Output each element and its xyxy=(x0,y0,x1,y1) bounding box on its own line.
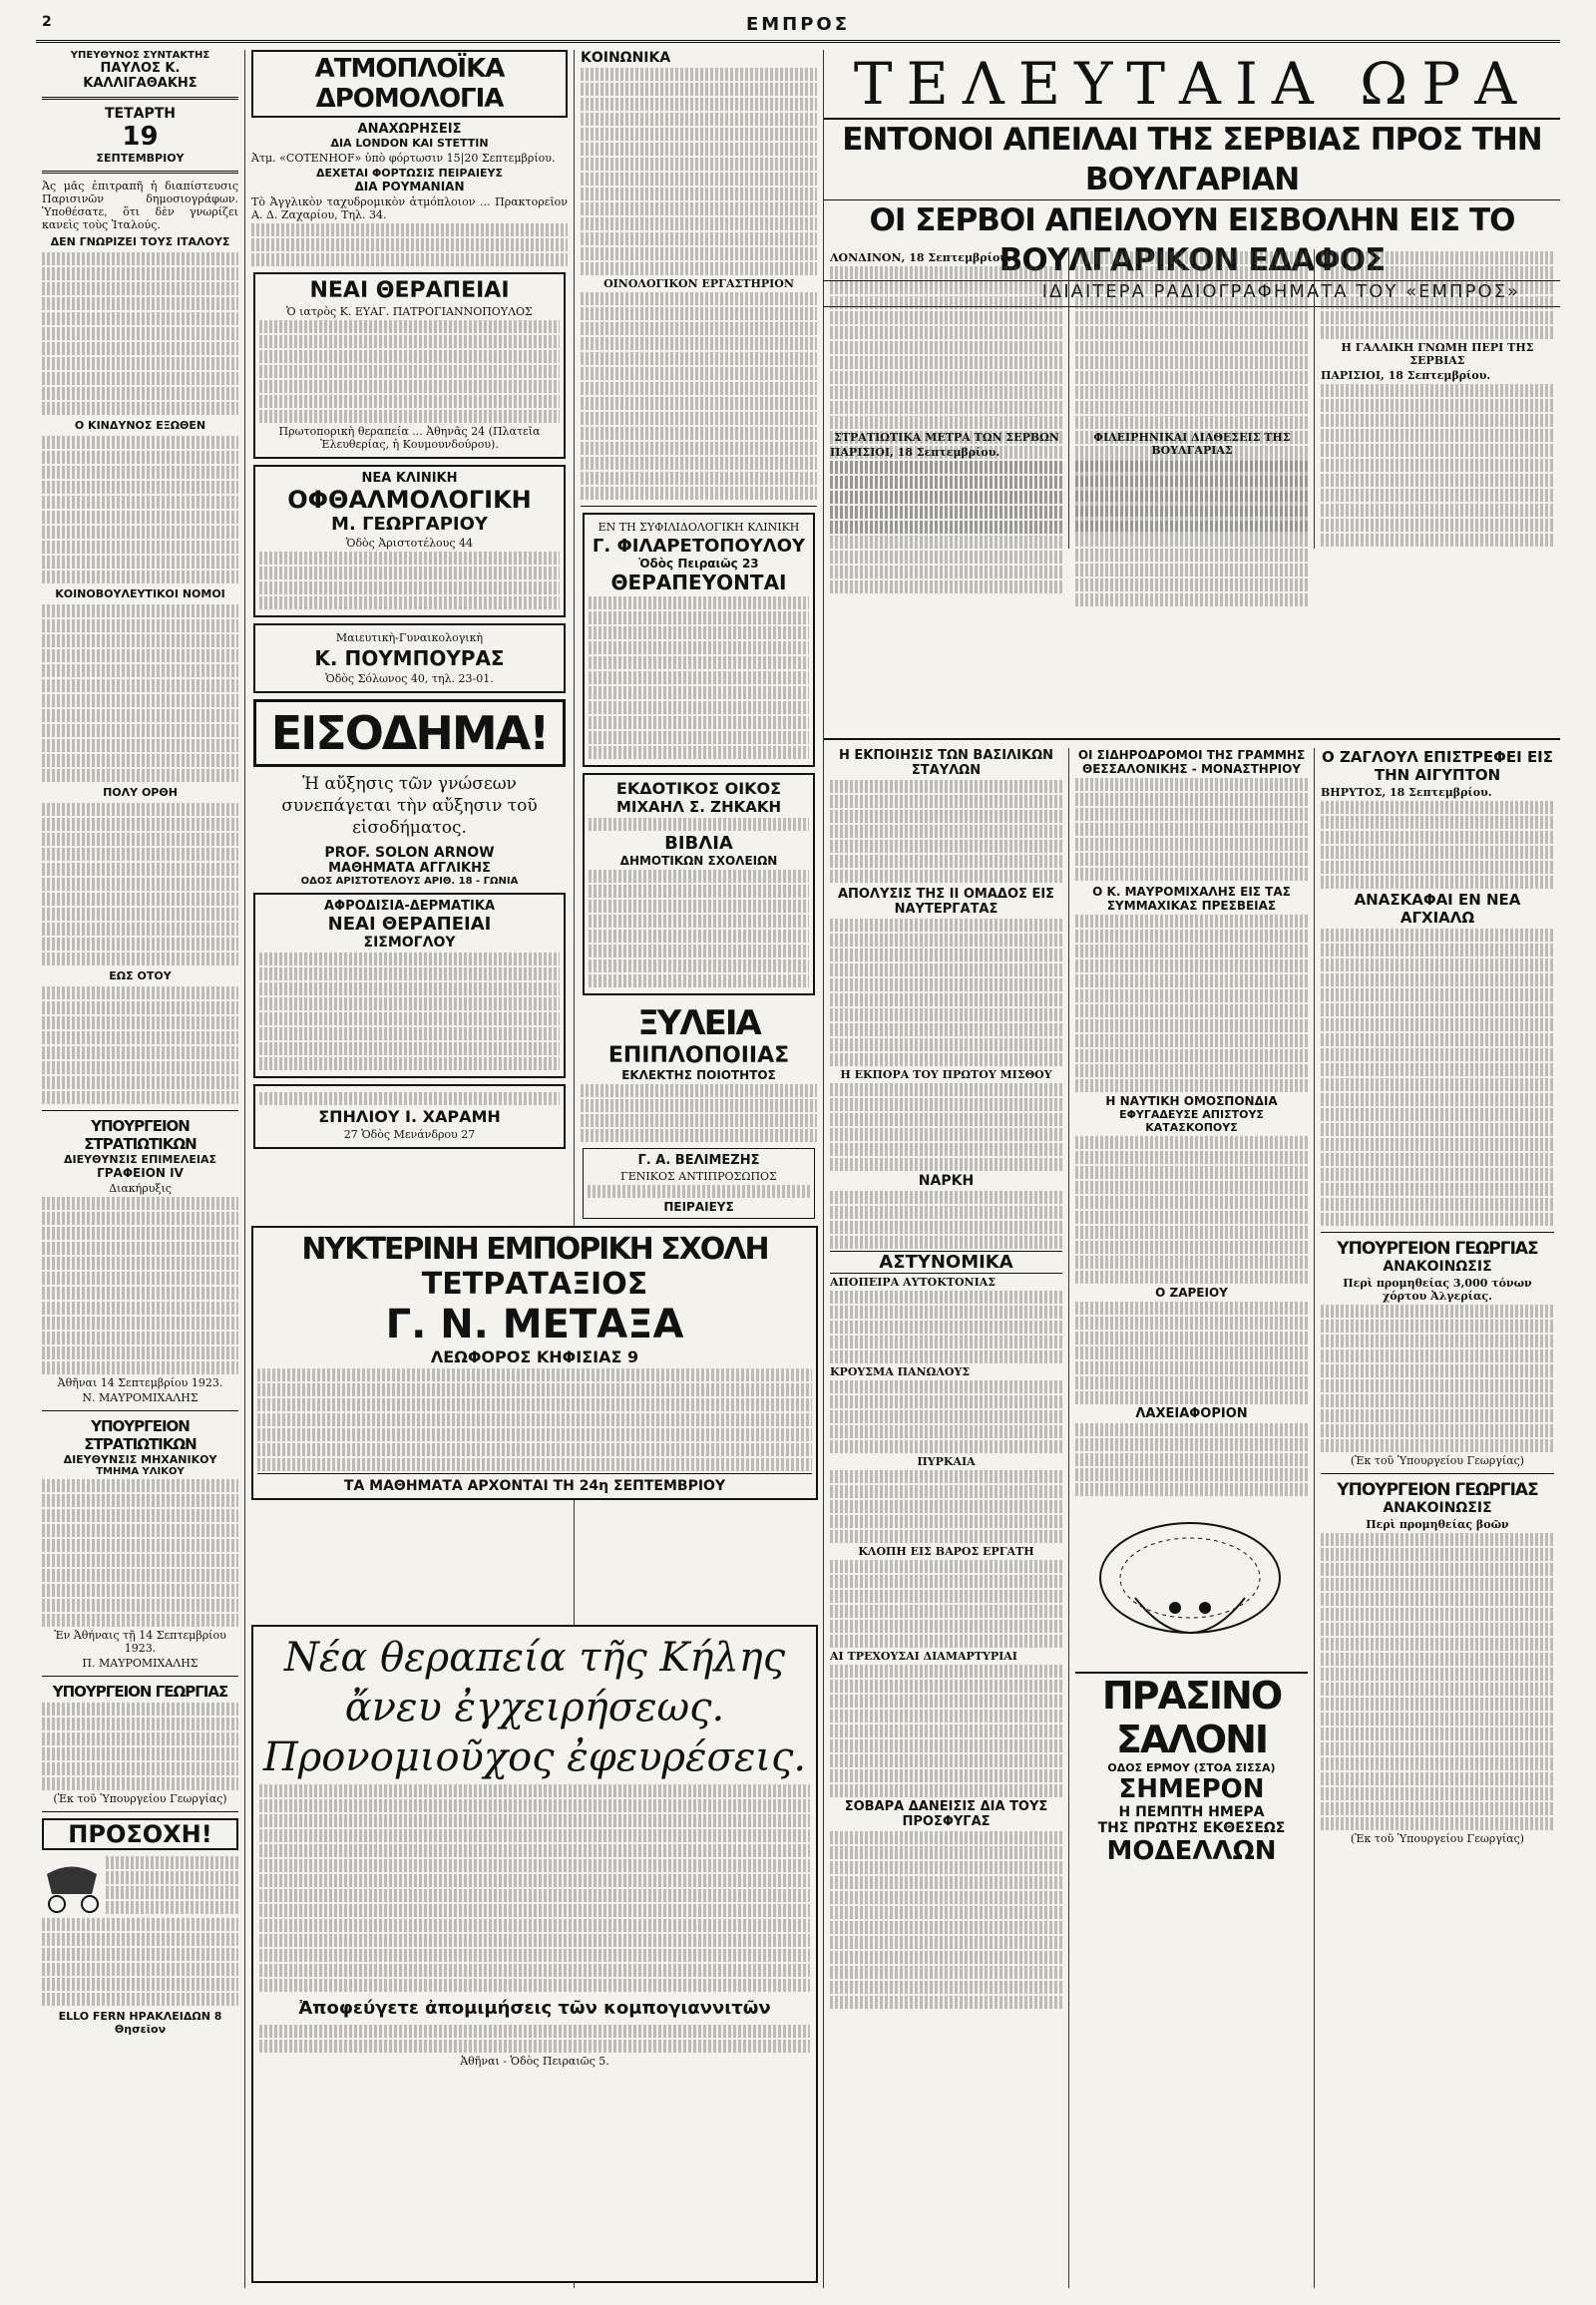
ad-box xyxy=(253,465,566,617)
headline-2: ΟΙ ΣΕΡΒΟΙ ΑΠΕΙΛΟΥΝ ΕΙΣΒΟΛΗΝ ΕΙΣ ΤΟ ΒΟΥΛΓΑΡΙΚΟΝ ΕΔΑΦΟΣ xyxy=(824,200,1560,281)
ad-doctor: Μ. ΓΕΩΡΓΑΡΙΟΥ xyxy=(331,514,488,535)
issue-day: ΤΕΤΑΡΤΗ xyxy=(104,106,177,122)
notice-note: (Ἐκ τοῦ Ὑπουργείου Γεωργίας) xyxy=(53,1792,227,1805)
school-title: ΝΥΚΤΕΡΙΝΗ ΕΜΠΟΡΙΚΗ ΣΧΟΛΗ xyxy=(301,1232,768,1267)
salon-sub2: ΤΗΣ ΠΡΩΤΗΣ ΕΚΘΕΣΕΩΣ xyxy=(1097,1820,1286,1836)
wood-sub: ΕΠΙΠΛΟΠΟΙΙΑΣ xyxy=(607,1043,790,1068)
article-title: ΑΠΟΛΥΣΙΣ ΤΗΣ ΙΙ ΟΜΑΔΟΣ ΕΙΣ ΝΑΥΤΕΡΓΑΤΑΣ xyxy=(837,887,1055,917)
hernia-sub: ἄνευ ἐγχειρήσεως. xyxy=(344,1685,725,1730)
hat-illustration xyxy=(1075,1498,1305,1668)
section-title: ΤΕΛΕΥΤΑΙΑ ΩΡΑ xyxy=(824,50,1560,120)
notice-title: ΥΠΟΥΡΓΕΙΟΝ ΣΤΡΑΤΙΩΤΙΚΩΝ xyxy=(84,1117,197,1153)
editor-name: ΠΑΥΛΟΣ Κ. ΚΑΛΛΙΓΑΘΑΚΗΣ xyxy=(83,61,198,91)
ad-address: Ὁδὸς Σόλωνος 40, τηλ. 23-01. xyxy=(325,672,494,685)
ad-box xyxy=(253,893,566,1078)
shipping-title: ΑΤΜΟΠΛΟΪΚΑ ΔΡΟΜΟΛΟΓΙΑ xyxy=(251,50,568,118)
shipping-note: ΔΕΧΕΤΑΙ ΦΟΡΤΩΣΙΣ ΠΕΙΡΑΙΕΥΣ xyxy=(315,167,503,180)
news-mid xyxy=(824,429,1560,738)
ad-address: Ὁδὸς Ἀριστοτέλους 44 xyxy=(345,537,473,550)
article-title: ΝΑΡΚΗ xyxy=(918,1173,975,1189)
announce-heading: ΟΙΝΟΛΟΓΙΚΟΝ ΕΡΓΑΣΤΗΡΙΟΝ xyxy=(603,277,794,290)
side-heading: ΕΩΣ ΟΤΟΥ xyxy=(109,969,172,982)
article-title: Ο Κ. ΜΑΥΡΟΜΙΧΑΛΗΣ ΕΙΣ ΤΑΣ ΣΥΜΜΑΧΙΚΑΣ ΠΡΕΣΒΕΙΑΣ xyxy=(1092,885,1291,913)
notice-dept: ΔΙΕΥΘΥΝΣΙΣ ΕΠΙΜΕΛΕΙΑΣ xyxy=(64,1153,216,1166)
salon-title: ΠΡΑΣΙΝΟ ΣΑΛΟΝΙ xyxy=(1075,1672,1308,1761)
notice-note: (Ἐκ τοῦ Ὑπουργείου Γεωργίας) xyxy=(1350,1832,1525,1845)
article-title: ΣΟΒΑΡΑ ΔΑΝΕΙΣΙΣ ΔΙΑ ΤΟΥΣ ΠΡΟΣΦΥΓΑΣ xyxy=(844,1799,1048,1829)
wood-agent: ΓΕΝΙΚΟΣ ΑΝΤΙΠΡΟΣΩΠΟΣ xyxy=(620,1170,777,1183)
salon-day: ΣΗΜΕΡΟΝ xyxy=(1118,1774,1265,1804)
pub-name: ΜΙΧΑΗΛ Σ. ΖΗΚΑΚΗ xyxy=(615,798,782,816)
notice-signature: Ν. ΜΑΥΡΟΜΙΧΑΛΗΣ xyxy=(82,1391,199,1404)
ad-title: Μαιευτικὴ-Γυναικολογικὴ xyxy=(335,631,484,644)
pram-icon xyxy=(42,1854,102,1914)
ad-title: ΝΕΑΙ ΘΕΡΑΠΕΙΑΙ xyxy=(309,278,510,303)
hernia-sub2: Προνομιοῦχος ἐφευρέσεις. xyxy=(262,1734,807,1780)
news-item: ΑΙ ΤΡΕΧΟΥΣΑΙ ΔΙΑΜΑΡΤΥΡΙΑΙ xyxy=(830,1650,1017,1663)
salon-sub: Η ΠΕΜΠΤΗ ΗΜΕΡΑ xyxy=(1118,1804,1265,1820)
subheading: Η ΓΑΛΛΙΚΗ ΓΝΩΜΗ ΠΕΡΙ ΤΗΣ ΣΕΡΒΙΑΣ xyxy=(1341,341,1534,367)
clinic-head: ΘΕΡΑΠΕΥΟΝΤΑΙ xyxy=(610,571,787,594)
ad-footer: ELLO FERN ΗΡΑΚΛΕΙΔΩΝ 8 Θησεῖον xyxy=(58,2010,222,2036)
school-address: ΛΕΩΦΟΡΟΣ ΚΗΦΙΣΙΑΣ 9 xyxy=(430,1347,639,1366)
hernia-address: Ἀθῆναι - Ὁδὸς Πειραιῶς 5. xyxy=(460,2055,609,2068)
notice-note: (Ἐκ τοῦ Ὑπουργείου Γεωργίας) xyxy=(1350,1454,1525,1467)
article-title: Ο ΖΑΡΕΙΟΥ xyxy=(1155,1286,1228,1300)
column-1 xyxy=(36,50,245,2288)
shipping-route: ΔΙΑ LONDON ΚΑΙ STETTIN xyxy=(330,137,489,150)
article-title: ΑΝΑΣΚΑΦΑΙ ΕΝ ΝΕΑ ΑΓΧΙΑΛΩ xyxy=(1354,891,1521,927)
notice-text: Περὶ προμηθείας 3,000 τόνων χόρτου Ἀλγερίας. xyxy=(1343,1277,1532,1303)
section-heading: ΑΣΤΥΝΟΜΙΚΑ xyxy=(830,1251,1062,1274)
news-item: ΑΠΟΠΕΙΡΑ ΑΥΤΟΚΤΟΝΙΑΣ xyxy=(830,1276,997,1289)
ad-sub: Ὁ ιατρὸς Κ. ΕΥΑΓ. ΠΑΤΡΟΓΙΑΝΝΟΠΟΥΛΟΣ xyxy=(286,305,533,318)
notice-office: ΓΡΑΦΕΙΟΝ IV xyxy=(97,1166,184,1180)
subheading: ΣΤΡΑΤΙΩΤΙΚΑ ΜΕΤΡΑ ΤΩΝ ΣΕΡΒΩΝ xyxy=(834,431,1059,444)
pub-books: ΒΙΒΛΙΑ xyxy=(664,833,733,854)
news-item: ΚΛΟΠΗ ΕΙΣ ΒΑΡΟΣ ΕΡΓΑΤΗ xyxy=(858,1545,1034,1558)
ad-title: ΝΕΑ ΚΛΙΝΙΚΗ xyxy=(361,471,458,486)
ad-name: ΟΦΘΑΛΜΟΛΟΓΙΚΗ xyxy=(287,486,532,514)
ad-sub: ΝΕΑΙ ΘΕΡΑΠΕΙΑΙ xyxy=(327,914,492,935)
notice-sub: ΑΝΑΚΟΙΝΩΣΙΣ xyxy=(1383,1259,1492,1275)
ad-headline: ΕΙΣΟΔΗΜΑ! xyxy=(253,699,566,767)
lead-article: Ἀς μᾶς ἐπιτραπῆ ἡ διαπίστευσις Παρισινῶν δημοσιογράφων. Ὑποθέσατε, ὅτι δὲν γνωρίζει κανεὶς τοὺς Ἰταλούς. xyxy=(42,180,238,231)
side-heading: ΠΟΛΥ ΟΡΘΗ xyxy=(103,786,178,799)
clinic-label: ΕΝ ΤΗ ΣΥΦΙΛΙΔΟΛΟΓΙΚΗ ΚΛΙΝΙΚΗ xyxy=(598,521,800,534)
notice-text: Περὶ προμηθείας βοῶν xyxy=(1366,1518,1509,1531)
dateline: ΛΟΝΔΙΝΟΝ, 18 Σεπτεμβρίου. xyxy=(830,251,1011,264)
notice-title: ΥΠΟΥΡΓΕΙΟΝ ΣΤΡΑΤΙΩΤΙΚΩΝ xyxy=(84,1417,197,1453)
school-name: Γ. Ν. ΜΕΤΑΞΑ xyxy=(385,1302,684,1347)
notice-title: ΥΠΟΥΡΓΕΙΟΝ ΓΕΩΡΓΙΑΣ xyxy=(1337,1239,1538,1259)
shipping-route: ΔΙΑ ΡΟΥΜΑΝΙΑΝ xyxy=(354,180,465,193)
ad-title: ΑΦΡΟΔΙΣΙΑ-ΔΕΡΜΑΤΙΚΑ xyxy=(323,899,496,914)
ad-box xyxy=(583,773,815,995)
ad-box xyxy=(583,513,815,767)
ad-address: ΟΔΟΣ ΑΡΙΣΤΟΤΕΛΟΥΣ ΑΡΙΘ. 18 - ΓΩΝΙΑ xyxy=(300,876,519,887)
editor-role: ΥΠΕΥΘΥΝΟΣ ΣΥΝΤΑΚΤΗΣ xyxy=(70,50,210,61)
masthead xyxy=(36,14,1560,43)
notice-title: ΥΠΟΥΡΓΕΙΟΝ ΓΕΩΡΓΙΑΣ xyxy=(52,1683,228,1701)
article-title: Η ΕΚΠΟΡΑ ΤΟΥ ΠΡΩΤΟΥ ΜΙΣΘΟΥ xyxy=(840,1068,1052,1081)
article-title: Ο ΖΑΓΛΟΥΛ ΕΠΙΣΤΡΕΦΕΙ ΕΙΣ ΤΗΝ ΑΙΓΥΠΤΟΝ xyxy=(1321,748,1554,784)
article-title: ΛΑΧΕΙΑΦΟΡΙΟΝ xyxy=(1135,1406,1248,1421)
wood-title: ΞΥΛΕΙΑ xyxy=(637,1003,760,1043)
article-title: ΟΙ ΣΙΔΗΡΟΔΡΟΜΟΙ ΤΗΣ ΓΡΑΜΜΗΣ ΘΕΣΣΑΛΟΝΙΚΗΣ - ΜΟΝΑΣΤΗΡΙΟΥ xyxy=(1077,748,1306,776)
news-bottom xyxy=(824,748,1560,2288)
hernia-warning: Ἀποφεύγετε ἀπομιμήσεις τῶν κομπογιαννιτῶν xyxy=(298,1998,771,2019)
article-title: Η ΝΑΥΤΙΚΗ ΟΜΟΣΠΟΝΔΙΑ xyxy=(1105,1094,1278,1108)
clinic-address: Ὁδὸς Πειραιῶς 23 xyxy=(638,557,759,571)
issue-month: ΣΕΠΤΕΜΒΡΙΟΥ xyxy=(96,152,185,165)
headline-1: ΕΝΤΟΝΟΙ ΑΠΕΙΛΑΙ ΤΗΣ ΣΕΡΒΙΑΣ ΠΡΟΣ ΤΗΝ ΒΟΥΛΓΑΡΙΑΝ xyxy=(824,120,1560,200)
ad-box xyxy=(583,1148,815,1219)
issue-date: 19 xyxy=(122,122,159,152)
shipping-ship: Ἀτμ. «COTENHOF» ὑπὸ φόρτωσιν 15|20 Σεπτεμβρίου. xyxy=(251,152,556,165)
shipping-text: Τὸ Ἀγγλικὸν ταχυδρομικὸν ἀτμόπλοιον ... Πρακτορεῖον Α. Δ. Ζαχαρίου, Τηλ. 34. xyxy=(251,195,568,221)
newspaper-page xyxy=(36,14,1560,2288)
notice-type: Διακήρυξις xyxy=(109,1182,172,1195)
headline-sub: ΙΔΙΑΙΤΕΡΑ ΡΑΔΙΟΓΡΑΦΗΜΑΤΑ ΤΟΥ «ΕΜΠΡΟΣ» xyxy=(1041,281,1520,302)
dateline: ΠΑΡΙΣΙΟΙ, 18 Σεπτεμβρίου. xyxy=(1321,369,1491,382)
school-start: ΤΑ ΜΑΘΗΜΑΤΑ ΑΡΧΟΝΤΑΙ ΤΗ 24η ΣΕΠΤΕΜΒΡΙΟΥ xyxy=(257,1473,812,1494)
pub-house: ΕΚΔΟΤΙΚΟΣ ΟΙΚΟΣ xyxy=(615,779,782,798)
side-heading: Ο ΚΙΝΔΥΝΟΣ ΕΞΩΘΕΝ xyxy=(74,419,206,432)
ad-text: Πρωτοπορικὴ θεραπεία ... Ἀθηνᾶς 24 (Πλατεῖα Ἐλευθερίας, ἡ Κουμουνδούρου). xyxy=(278,425,541,451)
shipping-sub: ΑΝΑΧΩΡΗΣΕΙΣ xyxy=(357,122,462,137)
news-item: ΠΥΡΚΑΙΑ xyxy=(917,1455,976,1468)
ad-teacher: PROF. SOLON ARNOW xyxy=(324,845,495,861)
ad-name: ΣΠΗΛΙΟΥ Ι. ΧΑΡΑΜΗ xyxy=(318,1107,501,1126)
ad-box xyxy=(253,623,566,693)
hernia-ad xyxy=(251,1625,818,2283)
salon-season: ΜΟΔΕΛΛΩΝ xyxy=(1106,1836,1277,1866)
subheading: ΦΙΛΕΙΡΗΝΙΚΑΙ ΔΙΑΘΕΣΕΙΣ ΤΗΣ ΒΟΥΛΓΑΡΙΑΣ xyxy=(1093,431,1291,457)
notice-signature: Π. ΜΑΥΡΟΜΙΧΑΛΗΣ xyxy=(82,1657,199,1670)
paper-name: ΕΜΠΡΟΣ xyxy=(745,14,851,35)
notice-sub: ΑΝΑΚΟΙΝΩΣΙΣ xyxy=(1383,1500,1492,1516)
school-ad xyxy=(251,1226,818,1500)
ad-box xyxy=(253,272,566,459)
side-heading: ΔΕΝ ΓΝΩΡΙΖΕΙ ΤΟΥΣ ΙΤΑΛΟΥΣ xyxy=(50,235,230,248)
dateline: ΒΗΡΥΤΟΣ, 18 Σεπτεμβρίου. xyxy=(1321,786,1492,799)
pub-schools: ΔΗΜΟΤΙΚΩΝ ΣΧΟΛΕΙΩΝ xyxy=(619,854,778,868)
column-4 xyxy=(824,50,1560,2288)
page-number: 2 xyxy=(42,14,55,30)
notice-date: Ἀθῆναι 14 Σεπτεμβρίου 1923. xyxy=(57,1376,223,1389)
hernia-title: Νέα θεραπεία τῆς Κήλης xyxy=(283,1635,786,1681)
side-heading: ΚΟΙΝΟΒΟΥΛΕΥΤΙΚΟΙ ΝΟΜΟΙ xyxy=(55,587,225,600)
news-item: ΚΡΟΥΣΜΑ ΠΑΝΩΛΟΥΣ xyxy=(830,1365,971,1378)
notice-date: Ἐν Ἀθήναις τῇ 14 Σεπτεμβρίου 1923. xyxy=(54,1629,226,1655)
salon-address: ΟΔΟΣ ΕΡΜΟΥ (ΣΤΟΑ ΣΙΣΣΑ) xyxy=(1107,1761,1276,1774)
wood-quality: ΕΚΛΕΚΤΗΣ ΠΟΙΟΤΗΤΟΣ xyxy=(621,1068,776,1082)
social-heading: ΚΟΙΝΩΝΙΚΑ xyxy=(581,50,671,66)
ad-course: ΜΑΘΗΜΑΤΑ ΑΓΓΛΙΚΗΣ xyxy=(328,861,491,876)
ad-address: 27 Ὁδὸς Μενάνδρου 27 xyxy=(343,1128,476,1141)
notice-dept: ΔΙΕΥΘΥΝΣΙΣ ΜΗΧΑΝΙΚΟΥ xyxy=(63,1453,217,1466)
wood-city: ΠΕΙΡΑΙΕΥΣ xyxy=(663,1200,734,1214)
article-title: Η ΕΚΠΟΙΗΣΙΣ ΤΩΝ ΒΑΣΙΛΙΚΩΝ ΣΤΑΥΛΩΝ xyxy=(838,748,1054,778)
article-sub: ΕΦΥΓΑΔΕΥΣΕ ΑΠΙΣΤΟΥΣ ΚΑΤΑΣΚΟΠΟΥΣ xyxy=(1119,1108,1264,1134)
dateline: ΠΑΡΙΣΙΟΙ, 18 Σεπτεμβρίου. xyxy=(830,446,1000,459)
school-sub: ΤΕΤΡΑΤΑΞΙΟΣ xyxy=(421,1267,648,1302)
notice-title: ΥΠΟΥΡΓΕΙΟΝ ΓΕΩΡΓΙΑΣ xyxy=(1337,1480,1538,1500)
notice-office: ΤΜΗΜΑ ΥΛΙΚΟΥ xyxy=(96,1466,185,1477)
clinic-doctor: Γ. ΦΙΛΑΡΕΤΟΠΟΥΛΟΥ xyxy=(592,536,806,557)
wood-firm: Γ. Α. ΒΕΛΙΜΕΖΗΣ xyxy=(637,1153,760,1168)
ad-title: ΠΡΟΣΟΧΗ! xyxy=(42,1818,238,1850)
ad-box xyxy=(253,1084,566,1149)
ad-name: ΣΙΣΜΟΓΛΟΥ xyxy=(363,935,456,951)
ad-text: Ἡ αὔξησις τῶν γνώσεων συνεπάγεται τὴν αὔξησιν τοῦ εἰσοδήματος. xyxy=(281,774,538,838)
ad-name: Κ. ΠΟΥΜΠΟΥΡΑΣ xyxy=(314,646,505,670)
